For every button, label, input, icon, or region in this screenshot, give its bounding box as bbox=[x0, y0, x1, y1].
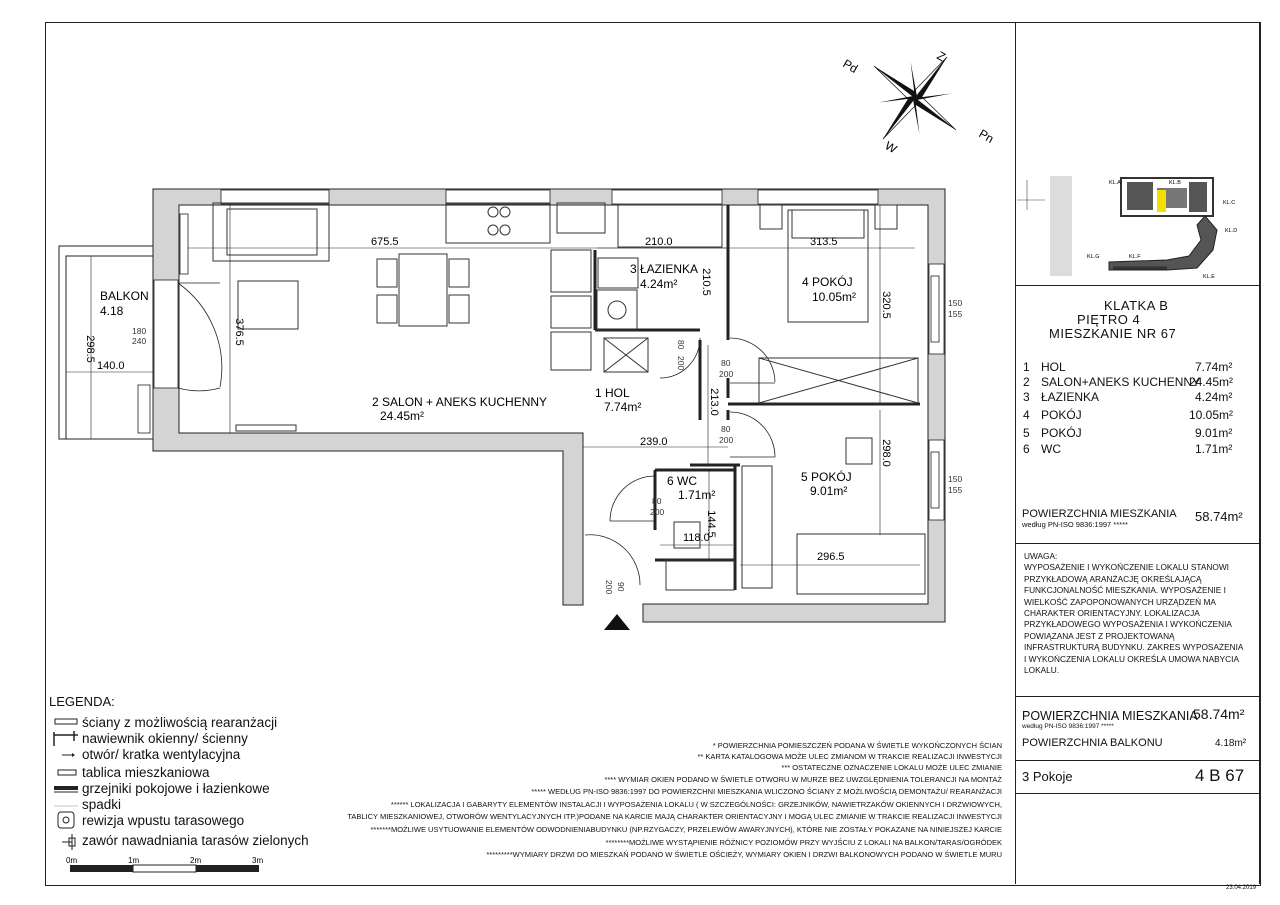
plan-pokoj5-area: 9.01m² bbox=[810, 484, 848, 498]
plan-hol-area: 7.74m² bbox=[604, 400, 642, 414]
compass-w: Pd bbox=[840, 56, 861, 76]
door-h-2: 200 bbox=[719, 369, 734, 379]
legend-item-7: rewizja wpustu tarasowego bbox=[82, 813, 245, 828]
dim-239: 239.0 bbox=[640, 436, 668, 448]
scale-bar bbox=[60, 853, 280, 875]
door-h-4: 200 bbox=[650, 507, 665, 517]
panel-line-3 bbox=[1015, 696, 1259, 697]
panel-line-5 bbox=[1015, 793, 1259, 794]
building-label: KLATKA B bbox=[1104, 298, 1169, 313]
door-w-3: 80 bbox=[721, 424, 731, 434]
win-w-1: 150 bbox=[948, 298, 963, 308]
dim-2105: 210.5 bbox=[700, 268, 712, 296]
legend-title: LEGENDA: bbox=[49, 694, 115, 709]
floor-label: PIĘTRO 4 bbox=[1077, 312, 1141, 327]
apartment-label: MIESZKANIE NR 67 bbox=[1049, 326, 1177, 341]
door-w-6: 180 bbox=[132, 326, 147, 336]
plan-balkon: BALKON bbox=[100, 289, 149, 303]
summary-area-sub: według PN-ISO 9836:1997 ***** bbox=[1022, 723, 1114, 730]
plan-hol: 1 HOL bbox=[595, 386, 630, 400]
plan-balkon-area: 4.18 bbox=[100, 304, 124, 318]
dim-298: 298.0 bbox=[880, 439, 892, 467]
dim-296: 296.5 bbox=[817, 551, 845, 563]
note-5: ***** WEDŁUG PN-ISO 9836:1997 DO POWIERZCHNI MIESZKANIA WLICZONO ŚCIANY Z MOŻLIWOŚCIĄ DEMONTAŻU/ REARANŻACJI bbox=[531, 787, 1002, 796]
summary-area-label: POWIERZCHNIA MIESZKANIA bbox=[1022, 709, 1198, 723]
door-w-2: 80 bbox=[721, 358, 731, 368]
plan-lazienka-area: 4.24m² bbox=[640, 277, 678, 291]
dim-213: 213.0 bbox=[708, 388, 720, 416]
scale-1: 1m bbox=[128, 856, 140, 865]
door-h-1: 200 bbox=[676, 356, 686, 371]
legend-item-1: ściany z możliwością rearanżacji bbox=[82, 715, 278, 730]
compass-n: Z bbox=[934, 48, 948, 65]
compass-s: W bbox=[882, 138, 900, 157]
plan-wc-area: 1.71m² bbox=[678, 488, 716, 502]
legend-symbols bbox=[50, 712, 84, 852]
plan-pokoj5: 5 POKÓJ bbox=[801, 470, 852, 484]
legend-item-2: nawiewnik okienny/ ścienny bbox=[82, 731, 248, 746]
door-w-4: 80 bbox=[652, 496, 662, 506]
legend-item-4: tablica mieszkaniowa bbox=[82, 765, 210, 780]
panel-inner-right bbox=[1259, 22, 1260, 884]
plan-lazienka: 3 ŁAZIENKA bbox=[630, 262, 699, 276]
win-h-1: 155 bbox=[948, 309, 963, 319]
panel-line-2 bbox=[1015, 543, 1259, 544]
legend-item-8: zawór nawadniania tarasów zielonych bbox=[82, 833, 309, 848]
note-2: ** KARTA KATALOGOWA MOŻE ULEC ZMIANOM W TRAKCIE REALIZACJI INWESTYCJI bbox=[697, 752, 1002, 761]
balcony-area-value: 4.18m² bbox=[1215, 738, 1247, 749]
site-plan bbox=[1017, 170, 1257, 285]
dim-210: 210.0 bbox=[645, 236, 673, 248]
remarks-block bbox=[1024, 551, 1246, 676]
dim-144: 144.5 bbox=[705, 510, 717, 538]
legend-item-3: otwór/ kratka wentylacyjna bbox=[82, 747, 241, 762]
site-label-kla: KL.A bbox=[1109, 180, 1121, 186]
date-stamp: 23.04.2019 bbox=[1226, 885, 1257, 891]
note-9: ********MOŻLIWE WYSTĄPIENIE RÓŻNICY POZIOMÓW PRZY WYJŚCIU Z LOKALI NA BALKON/TARAS/OGRÓDEK bbox=[605, 838, 1002, 847]
summary-area-value: 58.74m² bbox=[1193, 706, 1245, 722]
note-8: *******MOŻLIWE USYTUOWANIE ELEMENTÓW ODWODNIENIABUDYNKU (NP.RZYGACZY, PRZELEWÓW AWARYJNYCH), KTÓRE NIE ZOSTAŁY POKAZANE NA NINIEJSZEJ KARCIE bbox=[370, 825, 1002, 834]
dim-675: 675.5 bbox=[371, 236, 399, 248]
door-w-5: 90 bbox=[616, 582, 626, 592]
panel-line-4 bbox=[1015, 760, 1259, 761]
dim-2985: 298.5 bbox=[84, 335, 96, 363]
note-1: * POWIERZCHNIA POMIESZCZEŃ PODANA W ŚWIETLE WYKOŃCZONYCH ŚCIAN bbox=[712, 741, 1002, 750]
rooms-count: 3 Pokoje bbox=[1022, 769, 1073, 784]
note-7: TABLICY MIESZKANIOWEJ, OTWORÓW WENTYLACYJNYCH ITP.)PODANE NA KARCIE MAJĄ CHARAKTER ORIENTACYJNY I MOGĄ ULEC ZMIANIE W TRAKCIE REALIZACJI INWESTYCJI bbox=[347, 812, 1002, 821]
compass-e: Pn bbox=[976, 126, 997, 146]
remarks-text: WYPOSAŻENIE I WYKOŃCZENIE LOKALU STANOWI PRZYKŁADOWĄ ARANŻACJĘ OKREŚLAJĄCĄ FUNKCJONALNOŚĆ MIESZKANIA. WYPOSAŻENIE I WIELKOŚĆ ZAPOPONOWANYCH URZĄDZEŃ MA CHARAKTER ORIENTACYJNY. LOKALIZACJA PRZYKŁADOWEGO WYPOSAŻENIA I WYKOŃCZENIA POWIĄZANA JEST Z PROJEKTOWANĄ INFRASTRUKTURĄ BUDYNKU. ZAKRES WYPOSAŻENIA I WYKOŃCZENIA LOKALU OKREŚLA UMOWA NABYCIA LOKALU. bbox=[1024, 562, 1243, 676]
total-area-value: 58.74m² bbox=[1195, 509, 1243, 524]
site-label-kld: KL.D bbox=[1225, 228, 1238, 234]
door-w-1: 80 bbox=[676, 340, 686, 350]
balcony-area-label: POWIERZCHNIA BALKONU bbox=[1022, 737, 1163, 749]
dim-140: 140.0 bbox=[97, 360, 125, 372]
total-area-label: POWIERZCHNIA MIESZKANIA bbox=[1022, 508, 1177, 520]
plan-wc: 6 WC bbox=[667, 474, 697, 488]
door-h-6: 240 bbox=[132, 336, 147, 346]
dim-118: 118.0 bbox=[683, 532, 710, 544]
legend-item-6: spadki bbox=[82, 797, 122, 812]
scale-3: 3m bbox=[252, 856, 264, 865]
legend-item-5: grzejniki pokojowe i łazienkowe bbox=[82, 781, 270, 796]
win-h-2: 155 bbox=[948, 485, 963, 495]
win-w-2: 150 bbox=[948, 474, 963, 484]
plan-pokoj4-area: 10.05m² bbox=[812, 290, 857, 304]
note-3: *** OSTATECZNE OZNACZENIE LOKALU MOŻE ULEC ZMIANIE bbox=[781, 763, 1002, 772]
plan-pokoj4: 4 POKÓJ bbox=[802, 275, 853, 289]
plan-salon: 2 SALON + ANEKS KUCHENNY bbox=[372, 395, 548, 409]
dim-313: 313.5 bbox=[810, 236, 838, 248]
plan-salon-area: 24.45m² bbox=[380, 409, 425, 423]
panel-line-1 bbox=[1015, 285, 1259, 286]
note-4: **** WYMIAR OKIEN PODANO W ŚWIETLE OTWORU W MURZE BEZ UWZGLĘDNIENIA TOLERANCJI NA MONTAŻ bbox=[604, 775, 1002, 784]
door-h-5: 200 bbox=[604, 580, 614, 595]
site-label-klc: KL.C bbox=[1223, 200, 1236, 206]
note-10: *********WYMIARY DRZWI DO MIESZKAŃ PODANO W ŚWIETLE OŚCIEŻY, WYMIARY OKIEN I DRZWI BALKONOWYCH PODANO W ŚWIETLE MURU bbox=[486, 850, 1002, 859]
total-area-sub: według PN-ISO 9836:1997 ***** bbox=[1022, 520, 1128, 529]
site-label-klf: KL.F bbox=[1129, 254, 1141, 260]
door-h-3: 200 bbox=[719, 435, 734, 445]
panel-divider bbox=[1015, 22, 1016, 884]
site-label-klg: KL.G bbox=[1087, 254, 1100, 260]
unit-code: 4 B 67 bbox=[1195, 766, 1245, 785]
scale-0: 0m bbox=[66, 856, 78, 865]
site-label-kle: KL.E bbox=[1203, 274, 1215, 280]
dim-320: 320.5 bbox=[880, 291, 892, 319]
remarks-title: UWAGA: bbox=[1024, 551, 1058, 561]
scale-2: 2m bbox=[190, 856, 202, 865]
site-label-klb: KL.B bbox=[1169, 180, 1181, 186]
note-6: ****** LOKALIZACJA I GABARYTY ELEMENTÓW INSTALACJI I WYPOSAŻENIA LOKALU ( W SZCZEGÓLNOŚCI: GRZEJNIKÓW, NAWIETRZAKÓW OKIENNYCH I DRZWIOWYCH, bbox=[390, 800, 1002, 809]
dim-376: 376.5 bbox=[233, 318, 245, 346]
